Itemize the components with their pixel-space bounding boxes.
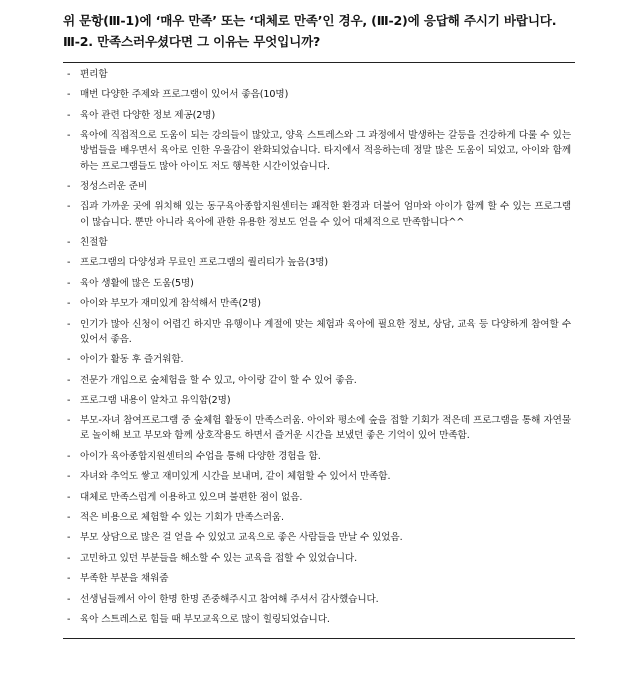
response-text: 전문가 개입으로 숲체험을 할 수 있고, 아이랑 같이 할 수 있어 좋음. — [80, 374, 357, 386]
response-text: 아이가 활동 후 즐거워함. — [80, 354, 184, 366]
question-instruction: 위 문항(Ⅲ-1)에 ‘매우 만족’ 또는 ‘대체로 만족’인 경우, (Ⅲ-2)에 응답해 주시기 바랍니다. — [63, 13, 557, 28]
response-text: 육아 스트레스로 힘들 때 부모교육으로 많이 힐링되었습니다. — [80, 614, 330, 625]
response-item — [67, 373, 575, 388]
question-heading — [63, 10, 583, 52]
bullet-dash: - — [67, 180, 71, 192]
response-item — [67, 199, 575, 229]
response-item — [67, 530, 575, 545]
bullet-dash: - — [67, 573, 71, 585]
bullet-dash: - — [67, 109, 71, 121]
response-item — [67, 551, 575, 566]
bullet-dash: - — [67, 471, 71, 483]
bullet-dash: - — [67, 415, 71, 427]
response-item — [67, 393, 575, 408]
bullet-dash: - — [67, 277, 71, 289]
bullet-dash: - — [67, 374, 71, 386]
bullet-dash: - — [67, 201, 71, 213]
response-item — [67, 490, 575, 505]
response-item — [67, 510, 575, 525]
response-text: 적은 비용으로 체험할 수 있는 기회가 만족스러움. — [80, 512, 284, 524]
response-item — [67, 255, 575, 270]
response-text: 대체로 만족스럽게 이용하고 있으며 불편한 점이 없음. — [80, 491, 303, 503]
response-item — [67, 413, 575, 443]
response-item — [67, 235, 575, 250]
response-item — [67, 67, 575, 82]
response-text: 집과 가까운 곳에 위치해 있는 동구육아종합지원센터는 쾌적한 환경과 더불어 엄마와 아이가 함께 할 수 있는 프로그램이 많습니다. 뿐만 아니라 육아에 관한 유용한 정보도 얻을 수 있어 대체적으로 만족합니다^^ — [80, 201, 571, 228]
bullet-dash: - — [67, 394, 71, 406]
response-text: 매번 다양한 주제와 프로그램이 있어서 좋음(10명) — [80, 89, 289, 101]
response-item — [67, 296, 575, 311]
bullet-dash: - — [67, 354, 71, 366]
response-item — [67, 469, 575, 484]
bullet-dash: - — [67, 236, 71, 248]
response-text: 부모-자녀 참여프로그램 중 숲체험 활동이 만족스러움. 아이와 평소에 숲을 접할 기회가 적은데 프로그램을 통해 자연물로 놀이해 보고 부모와 함께 상호작용도 하면서 즐거운 시간을 보냈던 좋은 기억이 있어 만족함. — [80, 415, 571, 442]
response-text: 정성스러운 준비 — [80, 180, 148, 192]
response-text: 고민하고 있던 부분들을 해소할 수 있는 교육을 접할 수 있었습니다. — [80, 552, 358, 564]
response-item — [67, 179, 575, 194]
bullet-dash: - — [67, 298, 71, 310]
response-text: 육아 생활에 많은 도움(5명) — [80, 277, 194, 289]
response-text: 친절함 — [80, 236, 108, 248]
response-item — [67, 449, 575, 464]
response-text: 프로그램 내용이 알차고 유익함(2명) — [80, 394, 231, 406]
response-text: 프로그램의 다양성과 무료인 프로그램의 퀄리티가 높음(3명) — [80, 257, 329, 269]
response-text: 편리함 — [80, 69, 108, 80]
response-text: 육아에 직접적으로 도움이 되는 강의들이 많았고, 양육 스트레스와 그 과정에서 발생하는 갈등을 건강하게 다룰 수 있는 방법들을 배우면서 육아로 인한 우울감이 완화되었습니다. 타지에서 적응하는데 정말 많은 도움이 되었고, 아이와 함께하는 프로그램들도 많아 아이도 저도 행복한 시간이었습니다. — [80, 130, 571, 172]
bullet-dash: - — [67, 318, 71, 330]
response-item — [67, 317, 575, 347]
response-item — [67, 108, 575, 123]
response-text: 부족한 부분을 채워줌 — [80, 573, 169, 585]
response-text: 아이와 부모가 재미있게 참석해서 만족(2명) — [80, 298, 261, 310]
bullet-dash: - — [67, 614, 71, 625]
response-text: 자녀와 추억도 쌓고 재미있게 시간을 보내며, 같이 체험할 수 있어서 만족함. — [80, 471, 391, 483]
responses-box — [63, 62, 575, 639]
question-title: Ⅲ-2. 만족스러우셨다면 그 이유는 무엇입니까? — [63, 34, 321, 49]
response-item — [67, 87, 575, 102]
bullet-dash: - — [67, 130, 71, 142]
response-text: 육아 관련 다양한 정보 제공(2명) — [80, 109, 216, 121]
response-text: 인기가 많아 신청이 어렵긴 하지만 유행이나 계절에 맞는 체험과 육아에 필요한 정보, 상담, 교육 등 다양하게 참여할 수 있어서 좋음. — [80, 318, 571, 345]
bullet-dash: - — [67, 491, 71, 503]
response-item — [67, 352, 575, 367]
response-text: 부모 상담으로 많은 걸 얻을 수 있었고 교육으로 좋은 사람들을 만날 수 있었음. — [80, 532, 403, 544]
responses-list — [63, 67, 575, 627]
bullet-dash: - — [67, 552, 71, 564]
response-text: 선생님들께서 아이 한명 한명 존중해주시고 참여해 주셔서 감사했습니다. — [80, 593, 379, 605]
bullet-dash: - — [67, 89, 71, 101]
bullet-dash: - — [67, 450, 71, 462]
response-item — [67, 276, 575, 291]
bullet-dash: - — [67, 593, 71, 605]
bullet-dash: - — [67, 69, 71, 80]
bullet-dash: - — [67, 257, 71, 269]
response-text: 아이가 육아종합지원센터의 수업을 통해 다양한 경험을 함. — [80, 450, 321, 462]
bullet-dash: - — [67, 512, 71, 524]
response-item — [67, 128, 575, 174]
response-item — [67, 571, 575, 586]
response-item — [67, 612, 575, 627]
bullet-dash: - — [67, 532, 71, 544]
response-item — [67, 592, 575, 607]
